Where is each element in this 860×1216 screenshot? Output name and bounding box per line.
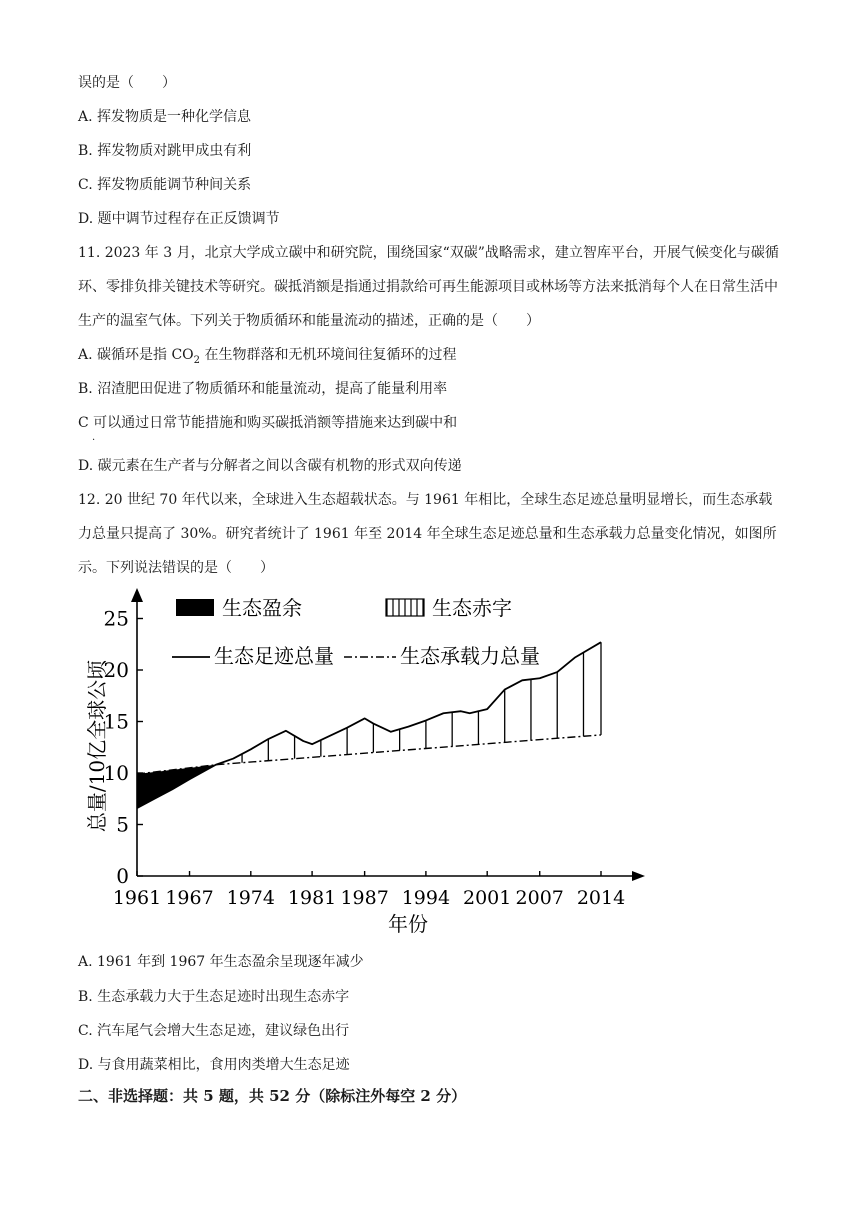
q11-stem: 11. 2023 年 3 月，北京大学成立碳中和研究院，围绕国家“双碳”战略需求，建立智库平台，开展气候变化与碳循环、零排负排关键技术等研究。碳抵消额是指通过捐款给可再生能源项目或林场等方法来抵消每个人在日常生活中生产的温室气体。下列关于物质循环和能量流动的描述，正确的是（ ） bbox=[78, 245, 779, 329]
q12-stem: 12. 20 世纪 70 年代以来，全球进入生态超载状态。与 1961 年相比，全球生态足迹总量明显增长，而生态承载力总量只提高了 30%。研究者统计了 1961 年至 2014 年全球生态足迹总量和生态承载力总量变化情况，如图所示。下列说法错误的是（ ） bbox=[78, 492, 777, 576]
q11-option-c: C 可以通过日常节能措施和购买碳抵消额等措施来达到碳中和 bbox=[78, 415, 458, 431]
q11-option-c-dot: . bbox=[92, 432, 96, 443]
y-tick-label-4: 20 bbox=[103, 658, 129, 682]
q12-option-d: D. 与食用蔬菜相比，食用肉类增大生态足迹 bbox=[78, 1057, 350, 1073]
q11-option-a-subscript: 2 bbox=[193, 354, 201, 366]
q12-option-a: A. 1961 年到 1967 年生态盈余呈现逐年减少 bbox=[78, 954, 364, 970]
q10-option-d: D. 题中调节过程存在正反馈调节 bbox=[78, 211, 280, 227]
x-axis-title: 年份 bbox=[388, 912, 428, 936]
y-tick-label-3: 15 bbox=[103, 709, 129, 734]
q11-option-d: D. 碳元素在生产者与分解者之间以含碳有机物的形式双向传递 bbox=[78, 458, 462, 474]
x-tick-label-8: 2014 bbox=[576, 887, 626, 909]
q10-stem-end: 误的是（ ） bbox=[78, 75, 176, 91]
x-tick-label-0: 1961 bbox=[112, 887, 162, 909]
legend-footprint-label: 生态足迹总量 bbox=[214, 644, 334, 668]
x-tick-label-3: 1981 bbox=[287, 887, 337, 909]
y-tick-label-0: 0 bbox=[116, 864, 129, 888]
eco-footprint-chart bbox=[0, 586, 860, 946]
q10-option-c: C. 挥发物质能调节种间关系 bbox=[78, 177, 252, 193]
q11-option-b: B. 沼渣肥田促进了物质循环和能量流动，提高了能量利用率 bbox=[78, 381, 448, 397]
x-tick-label-5: 1994 bbox=[401, 887, 451, 909]
x-axis-arrow bbox=[632, 871, 645, 881]
y-axis-arrow bbox=[131, 588, 143, 602]
y-tick-label-5: 25 bbox=[103, 606, 129, 631]
q11-option-a-text-2: 在生物群落和无机环境间往复循环的过程 bbox=[200, 347, 457, 363]
x-tick-label-7: 2007 bbox=[515, 887, 564, 909]
y-axis-title: 总量/10亿全球公顷 bbox=[85, 659, 109, 833]
legend-deficit-label: 生态赤字 bbox=[432, 596, 512, 620]
x-tick-label-1: 1967 bbox=[165, 887, 214, 909]
x-tick-label-6: 2001 bbox=[463, 887, 512, 909]
y-tick-label-2: 10 bbox=[103, 761, 129, 785]
q10-option-a: A. 挥发物质是一种化学信息 bbox=[78, 109, 252, 125]
x-tick-label-2: 1974 bbox=[226, 887, 275, 909]
legend-deficit-swatch bbox=[386, 599, 424, 616]
q12-option-c: C. 汽车尾气会增大生态足迹，建议绿色出行 bbox=[78, 1023, 350, 1039]
legend-surplus-swatch bbox=[176, 599, 214, 616]
q12-option-b: B. 生态承载力大于生态足迹时出现生态赤字 bbox=[78, 989, 350, 1005]
q10-option-b: B. 挥发物质对跳甲成虫有利 bbox=[78, 143, 252, 159]
q11-option-a bbox=[78, 345, 456, 371]
legend-surplus-label: 生态盈余 bbox=[222, 596, 302, 620]
legend-capacity-label: 生态承载力总量 bbox=[400, 644, 540, 668]
x-tick-label-4: 1987 bbox=[340, 887, 389, 909]
y-tick-label-1: 5 bbox=[116, 812, 129, 837]
section-2-heading: 二、非选择题：共 5 题，共 52 分（除标注外每空 2 分） bbox=[78, 1087, 467, 1105]
q11-option-a-text-1: A. 碳循环是指 CO bbox=[78, 347, 194, 363]
